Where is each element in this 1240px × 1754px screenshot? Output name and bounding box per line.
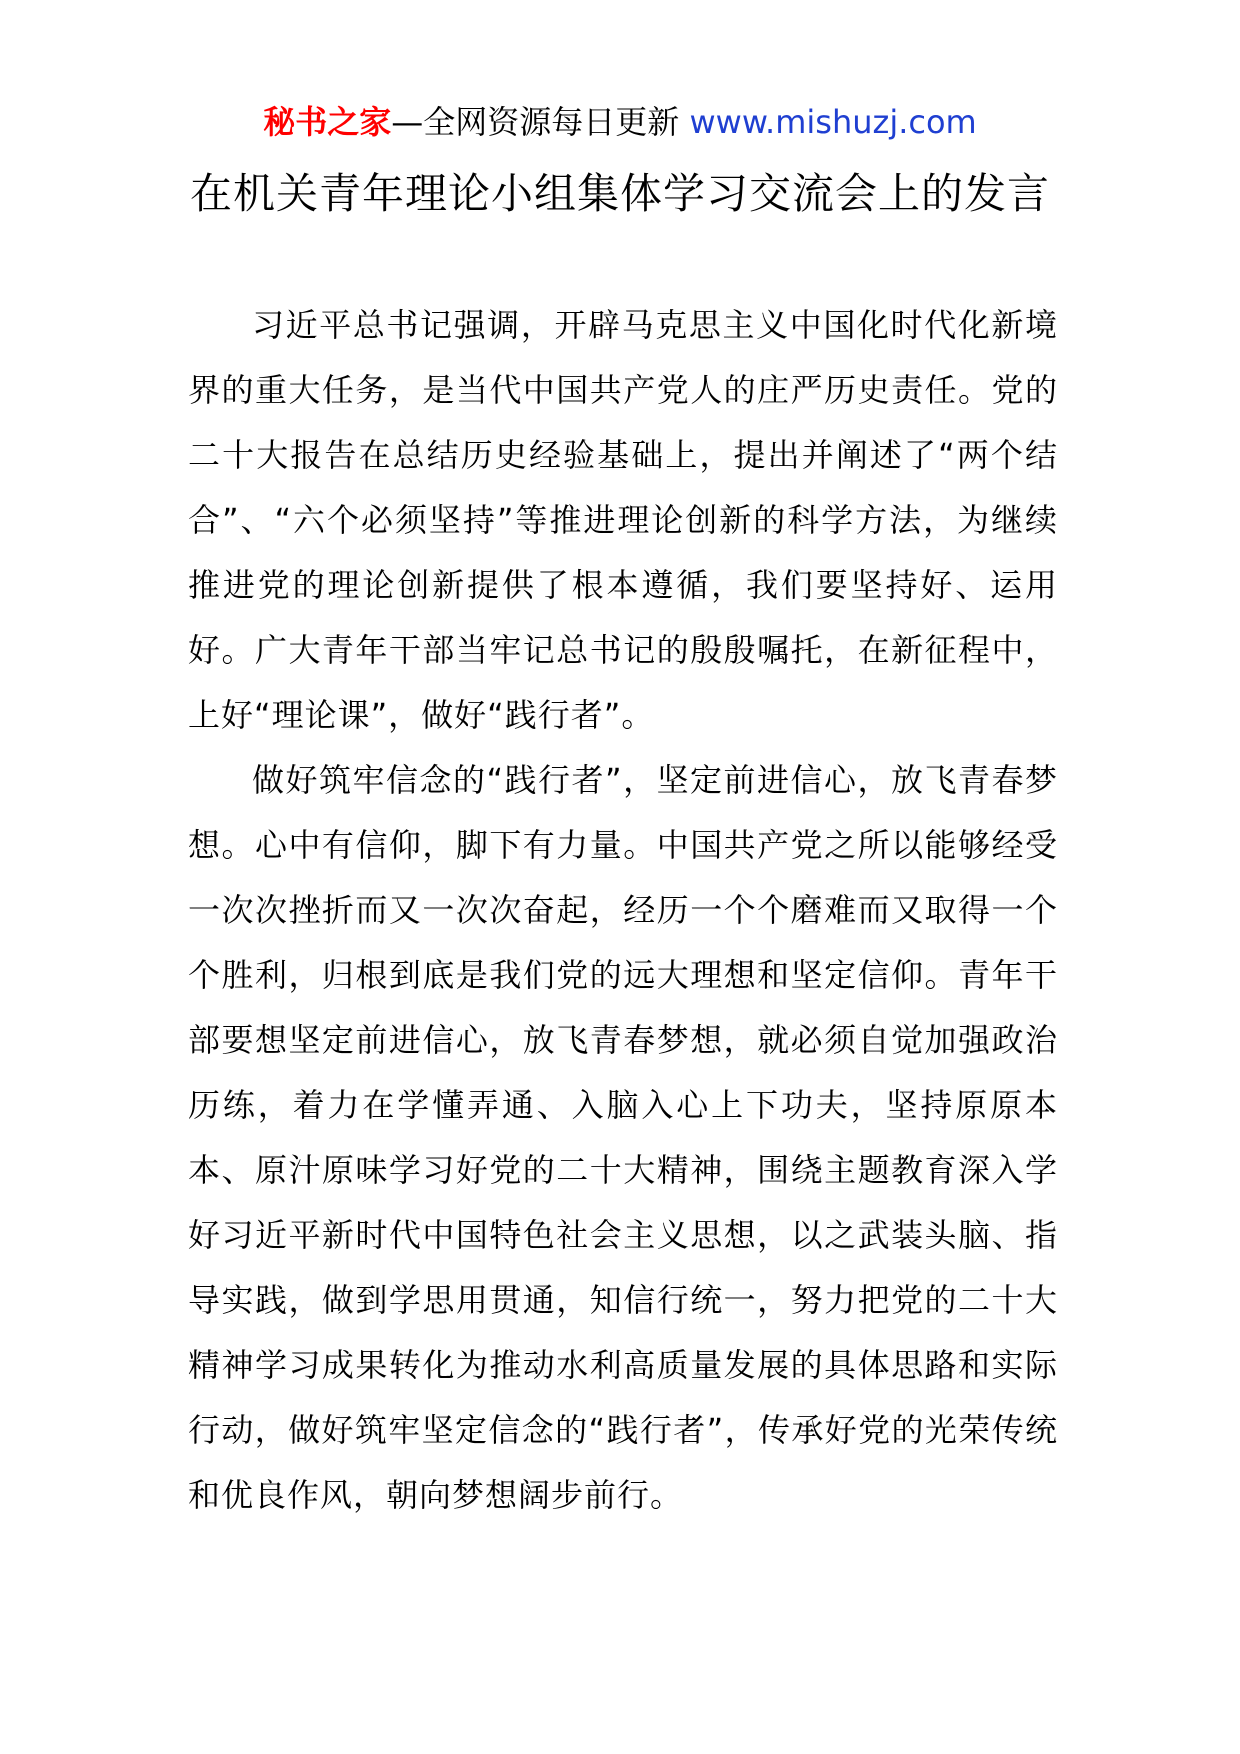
paragraph-2: 做好筑牢信念的“践行者”，坚定前进信心，放飞青春梦想。心中有信仰，脚下有力量。中国共产党之所以能够经受一次次挫折而又一次次奋起，经历一个个磨难而又取得一个个胜利，归根到底是我们党的远大理想和坚定信仰。青年干部要想坚定前进信心，放飞青春梦想，就必须自觉加强政治历练，着力在学懂弄通、入脑入心上下功夫，坚持原原本本、原汁原味学习好党的二十大精神，围绕主题教育深入学好习近平新时代中国特色社会主义思想，以之武装头脑、指导实践，做到学思用贯通，知信行统一，努力把党的二十大精神学习成果转化为推动水利高质量发展的具体思路和实际行动，做好筑牢坚定信念的“践行者”，传承好党的光荣传统和优良作风，朝向梦想阔步前行。 [188,761,1058,1514]
header-tagline: —全网资源每日更新 [391,103,680,141]
brand-name: 秘书之家 [263,103,392,141]
document-body [188,293,1058,1528]
paragraph-1: 习近平总书记强调，开辟马克思主义中国化时代化新境界的重大任务，是当代中国共产党人的庄严历史责任。党的二十大报告在总结历史经验基础上，提出并阐述了“两个结合”、“六个必须坚持”等推进理论创新的科学方法，为继续推进党的理论创新提供了根本遵循，我们要坚持好、运用好。广大青年干部当牢记总书记的殷殷嘱托，在新征程中，上好“理论课”，做好“践行者”。 [188,306,1058,734]
site-url-link[interactable]: www.mishuzj.com [689,103,977,141]
site-header [0,100,1240,144]
document-title: 在机关青年理论小组集体学习交流会上的发言 [189,169,1050,218]
